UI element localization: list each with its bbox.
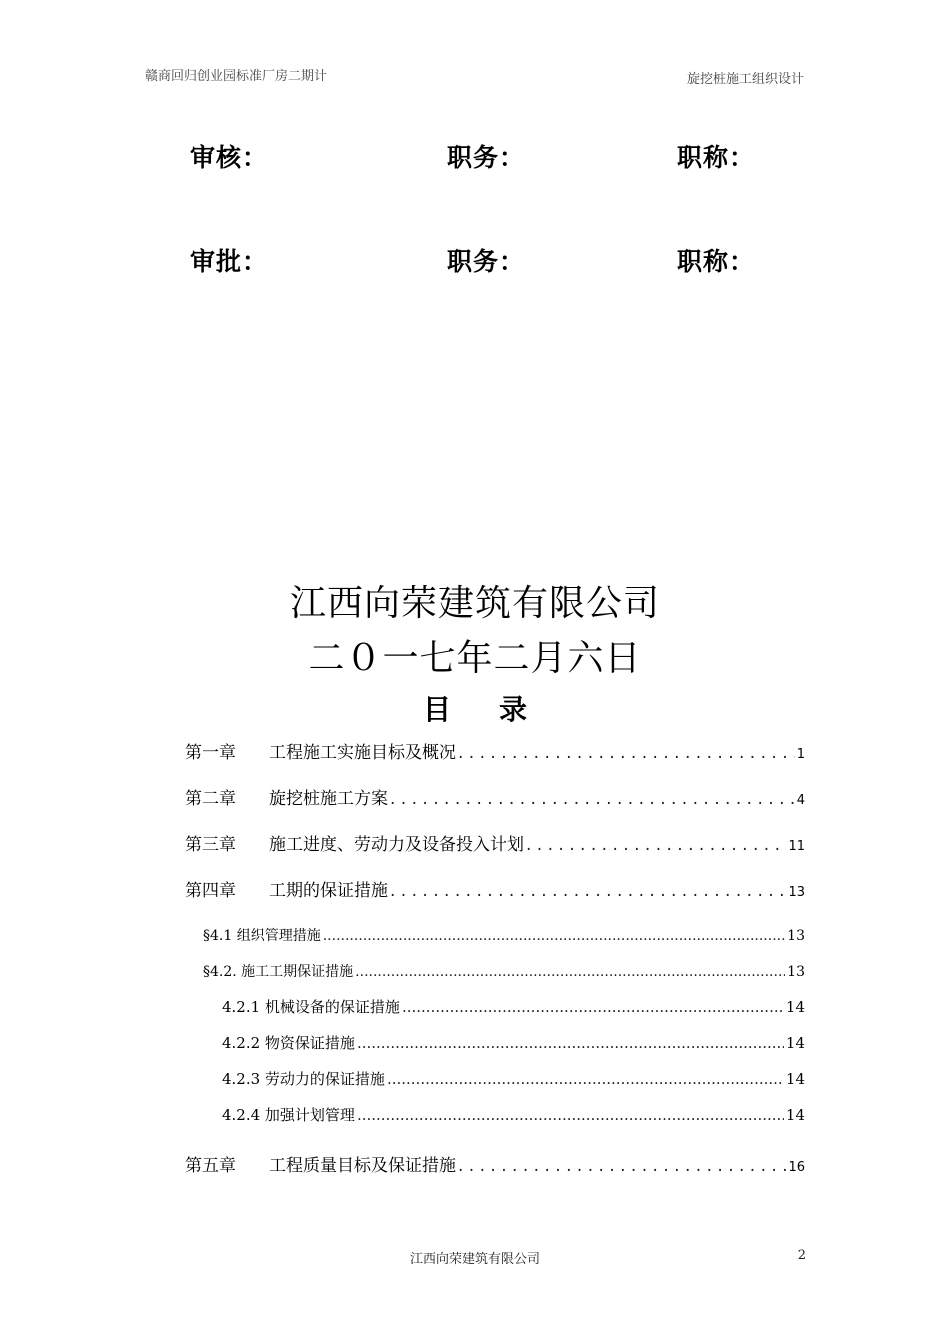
toc-entry[interactable]	[185, 876, 805, 901]
toc-entry[interactable]	[222, 1032, 805, 1053]
toc-entry-title: 施工进度、劳动力及设备投入计划	[269, 835, 524, 855]
toc-page-number: 14	[785, 998, 805, 1016]
toc-page-number: 14	[785, 1034, 805, 1052]
toc-entry-title: 旋挖桩施工方案	[269, 789, 388, 809]
toc-chapter: 第三章	[185, 835, 236, 855]
toc-entry[interactable]	[185, 1151, 805, 1176]
toc-leader	[458, 743, 795, 763]
toc-leader	[355, 964, 785, 980]
toc-entry-title: 4.2.4 加强计划管理	[222, 1106, 355, 1124]
header-right: 旋挖桩施工组织设计	[686, 72, 804, 87]
toc-leader	[526, 835, 786, 855]
toc-page-number: 13	[788, 885, 805, 900]
toc-chapter: 第四章	[185, 881, 236, 901]
toc-entry-title: §4.1 组织管理措施	[203, 928, 321, 944]
toc-entry[interactable]	[203, 925, 805, 945]
toc-entry-title: 工期的保证措施	[269, 881, 388, 901]
toc-page-number: 1	[796, 747, 805, 762]
toc-entry[interactable]	[203, 961, 805, 981]
toc-leader	[357, 1106, 784, 1124]
toc-leader	[390, 881, 786, 901]
toc-title	[0, 688, 950, 728]
company-name: 江西向荣建筑有限公司	[289, 583, 660, 624]
approve-label: 审批：	[190, 247, 269, 276]
title-label: 职称：	[677, 247, 756, 276]
toc-entry[interactable]	[222, 996, 805, 1017]
toc-page-number: 14	[785, 1106, 805, 1124]
toc-page-number: 13	[787, 964, 805, 980]
toc-entry[interactable]	[185, 738, 805, 763]
toc-chapter: 第二章	[185, 789, 236, 809]
page-number: 2	[797, 1248, 806, 1263]
toc-leader	[357, 1034, 784, 1052]
toc-entry-title: 4.2.2 物资保证措施	[222, 1034, 355, 1052]
toc-entry[interactable]	[222, 1104, 805, 1125]
review-label: 审核：	[190, 143, 269, 172]
toc-leader	[402, 998, 784, 1016]
header-left: 赣商回归创业园标准厂房二期计	[145, 69, 328, 84]
toc-entry-title: §4.2. 施工工期保证措施	[203, 964, 354, 980]
toc-page-number: 14	[785, 1070, 805, 1088]
toc-entry[interactable]	[185, 830, 805, 855]
position-label: 职务：	[447, 247, 526, 276]
footer-company: 江西向荣建筑有限公司	[409, 1252, 540, 1267]
toc-entry-title: 4.2.1 机械设备的保证措施	[222, 998, 400, 1016]
toc-leader	[390, 789, 795, 809]
toc-leader	[458, 1156, 786, 1176]
toc-entry[interactable]	[222, 1068, 805, 1089]
document-date: 二０一七年二月六日	[308, 638, 642, 679]
toc-leader	[387, 1070, 784, 1088]
toc-title-part1: 目	[422, 693, 451, 726]
position-label: 职务：	[447, 143, 526, 172]
toc-entry-title: 工程施工实施目标及概况	[269, 743, 456, 763]
toc-page-number: 16	[788, 1160, 805, 1175]
toc-entry-title: 4.2.3 劳动力的保证措施	[222, 1070, 385, 1088]
toc-chapter: 第一章	[185, 743, 236, 763]
title-label: 职称：	[677, 143, 756, 172]
toc-page-number: 11	[788, 839, 805, 854]
toc-page-number: 4	[796, 793, 805, 808]
toc-title-part2: 录	[499, 693, 528, 726]
toc-leader	[323, 928, 785, 944]
toc-page-number: 13	[787, 928, 805, 944]
toc-entry[interactable]	[185, 784, 805, 809]
toc-chapter: 第五章	[185, 1156, 236, 1176]
toc-entry-title: 工程质量目标及保证措施	[269, 1156, 456, 1176]
